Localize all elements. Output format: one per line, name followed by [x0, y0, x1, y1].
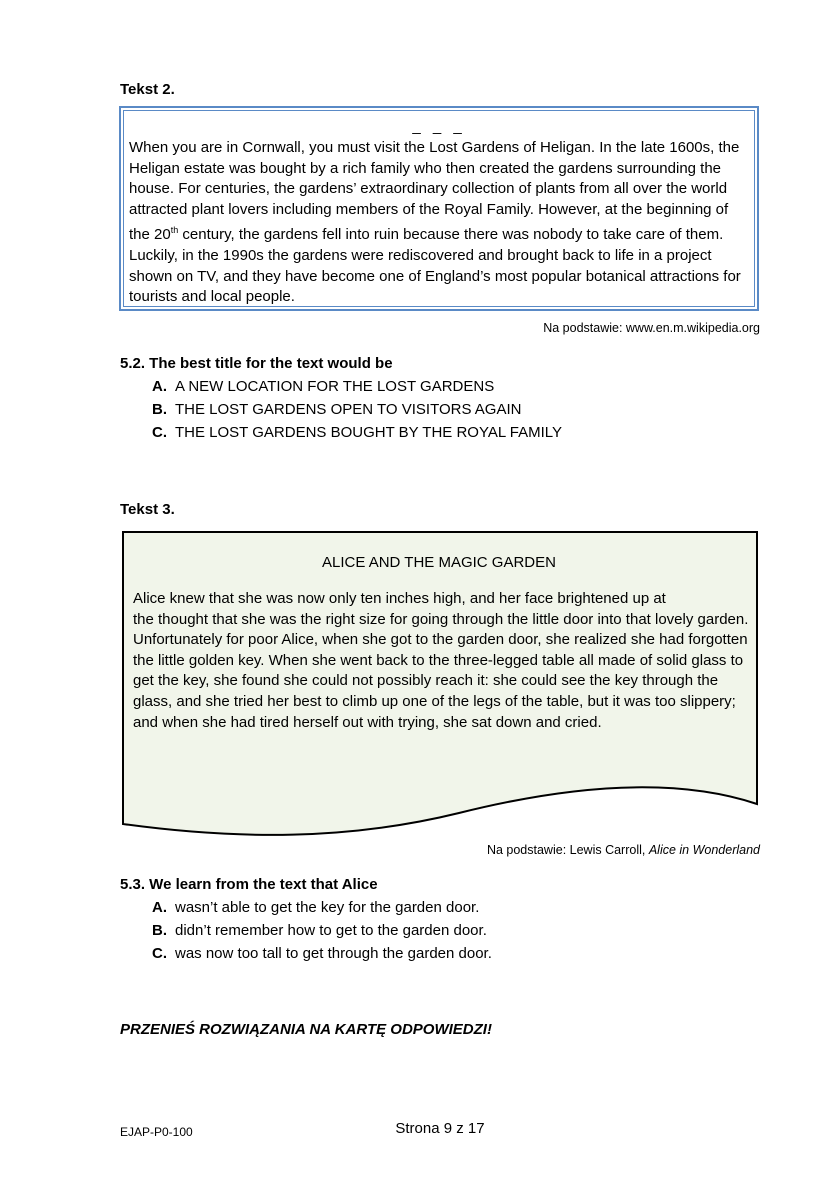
question-5-2-option-a: A. A NEW LOCATION FOR THE LOST GARDENS [152, 378, 495, 395]
question-5-3-option-b: B. didn’t remember how to get to the garden door. [152, 922, 487, 939]
text2-source: Na podstawie: www.en.m.wikipedia.org [543, 321, 760, 335]
question-5-3-option-a: A. wasn’t able to get the key for the garden door. [152, 899, 480, 916]
question-5-3-option-c: C. was now too tall to get through the garden door. [152, 945, 492, 962]
text2-title: _ _ _ [412, 118, 466, 135]
footer-exam-code: EJAP-P0-100 [120, 1125, 193, 1139]
text2-box [119, 106, 759, 311]
text2-body-part1: When you are in Cornwall, you must visit the Lost Gardens of Heligan. In the late 1600s, the Heligan estate was bought by a rich family who then created the gardens surrounding the house. For centuries, the gardens’ extraordinary collection of plants from all over the world attracted plant lovers including members of the Royal Family. However, at the beginning of the 20 [129, 139, 740, 244]
text2-body-part2: century, the gardens fell into ruin because there was nobody to take care of them. Luckily, in the 1990s the gardens were rediscovered and brought back to life in a project shown on TV, and they have become one of England’s most popular botanical attractions for tourists and local people. [129, 226, 741, 306]
text3-paragraph-2: Unfortunately for poor Alice, when she got to the garden door, she realized she had forgotten the little golden key. When she went back to the three-legged table all made of solid glass to get the key, she found she could not possibly reach it: she could see the key through the glass, and she tried her best to climb up one of the legs of the table, but it was too slippery; and when she had tired herself out with trying, she sat down and cried. [133, 631, 748, 731]
transfer-answers-instruction: PRZENIEŚ ROZWIĄZANIA NA KARTĘ ODPOWIEDZI! [120, 1021, 492, 1038]
text3-label: Tekst 3. [120, 501, 175, 518]
text3-body [133, 589, 753, 733]
text3-source: Na podstawie: Lewis Carroll, Alice in Wonderland [486, 843, 760, 857]
text2-body [129, 138, 747, 308]
question-5-2-option-c: C. THE LOST GARDENS BOUGHT BY THE ROYAL FAMILY [152, 424, 563, 441]
question-5-2-stem: 5.2. The best title for the text would be [120, 355, 393, 372]
text3-paragraph-1: Alice knew that she was now only ten inches high, and her face brightened up at the thought that she was the right size for going through the little door into that lovely garden. [133, 590, 749, 628]
footer-page-number: Strona 9 z 17 [395, 1120, 485, 1137]
text3-title: ALICE AND THE MAGIC GARDEN [322, 554, 556, 571]
question-5-2-option-b: B. THE LOST GARDENS OPEN TO VISITORS AGAIN [152, 401, 522, 418]
text2-body-sup: th [170, 225, 179, 236]
text2-label: Tekst 2. [120, 81, 175, 98]
question-5-3-stem: 5.3. We learn from the text that Alice [120, 876, 378, 893]
